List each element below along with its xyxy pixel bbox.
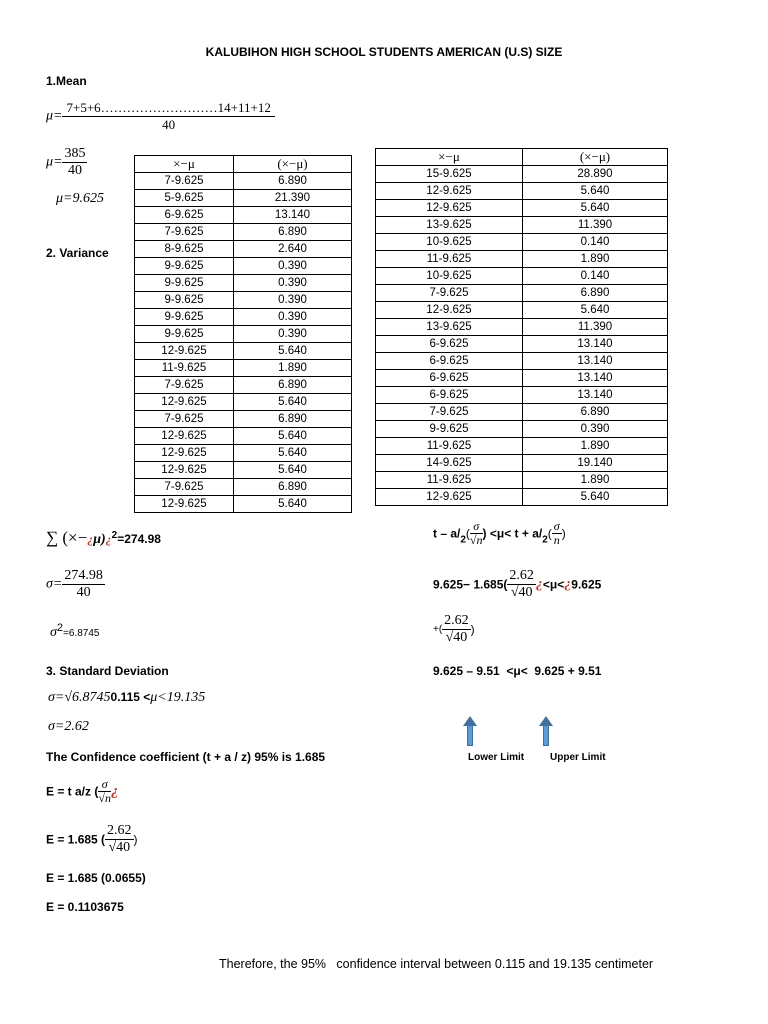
std-heading: 3. Standard Deviation <box>46 664 169 678</box>
ci-line4: 9.625 – 9.51 <μ< 9.625 + 9.51 <box>433 664 602 678</box>
std-interval-rest: μ<19.135 <box>150 690 206 705</box>
left-table-row <box>135 428 352 445</box>
mean-mu-eq-2: μ= <box>46 154 63 170</box>
upper-limit-label: Upper Limit <box>550 752 606 763</box>
ci-formula-sub: 2 <box>460 534 466 546</box>
e-sub-prefix: E = 1.685 ( <box>46 832 106 847</box>
right-table-cell-col1: 11-9.625 <box>376 438 523 455</box>
left-table-cell-col2: 5.640 <box>234 496 352 513</box>
left-table-row <box>135 275 352 292</box>
sigma-squared <box>50 622 99 641</box>
ci-line2-suffix: 9.625 <box>571 577 602 592</box>
left-table-row <box>135 479 352 496</box>
ci-formula-suffix: ) <box>561 526 566 541</box>
left-table-cell-col2: 0.390 <box>234 309 352 326</box>
left-table-cell-col2: 0.390 <box>234 275 352 292</box>
lower-limit-label: Lower Limit <box>468 752 525 763</box>
e-formula <box>46 778 118 805</box>
left-table-cell-col2: 6.890 <box>234 224 352 241</box>
deviation-table-right <box>375 148 668 506</box>
left-table-cell-col2: 5.640 <box>234 428 352 445</box>
right-header-col1: ×−μ <box>376 149 523 166</box>
left-table-cell-col2: 2.640 <box>234 241 352 258</box>
mean-heading: 1.Mean <box>46 74 87 88</box>
left-table-cell-col2: 5.640 <box>234 445 352 462</box>
left-table-cell-col1: 7-9.625 <box>135 479 234 496</box>
left-table-row <box>135 309 352 326</box>
left-table-row <box>135 343 352 360</box>
left-table-cell-col1: 5-9.625 <box>135 190 234 207</box>
right-table-cell-col1: 7-9.625 <box>376 404 523 421</box>
right-table-cell-col2: 6.890 <box>523 285 668 302</box>
right-table-cell-col2: 5.640 <box>523 302 668 319</box>
red-glyph-3: ¿ <box>110 783 119 799</box>
left-table-cell-col1: 9-9.625 <box>135 292 234 309</box>
left-table-cell-col2: 0.390 <box>234 292 352 309</box>
left-table-cell-col1: 12-9.625 <box>135 462 234 479</box>
left-header-col1: ×−μ <box>135 156 234 173</box>
right-table-cell-col1: 6-9.625 <box>376 370 523 387</box>
right-table-cell-col2: 5.640 <box>523 489 668 506</box>
left-table-cell-col2: 5.640 <box>234 394 352 411</box>
right-table-cell-col2: 1.890 <box>523 438 668 455</box>
ci-line3 <box>433 613 475 646</box>
sum-mid: μ) <box>93 532 106 547</box>
sigma2-label: σ <box>50 625 57 640</box>
left-table-row <box>135 258 352 275</box>
right-table-cell-col1: 11-9.625 <box>376 251 523 268</box>
right-table-row <box>376 302 668 319</box>
left-table-cell-col1: 6-9.625 <box>135 207 234 224</box>
right-table-row <box>376 421 668 438</box>
right-table-cell-col1: 6-9.625 <box>376 387 523 404</box>
sum-square: 2 <box>111 530 118 541</box>
left-table-cell-col2: 6.890 <box>234 411 352 428</box>
right-table-cell-col2: 0.390 <box>523 421 668 438</box>
red-glyph-4: ¿ <box>535 576 543 592</box>
right-table-cell-col2: 11.390 <box>523 217 668 234</box>
left-table-row <box>135 496 352 513</box>
right-table-row <box>376 472 668 489</box>
ci-line2 <box>433 568 601 601</box>
mean-fraction <box>46 146 87 179</box>
right-table-row <box>376 166 668 183</box>
e-formula-prefix: E = t a/z ( <box>46 784 99 799</box>
left-table-row <box>135 292 352 309</box>
right-table-row <box>376 387 668 404</box>
e-line3: E = 1.685 (0.0655) <box>46 871 146 885</box>
left-table-cell-col2: 5.640 <box>234 462 352 479</box>
std-sqrt: σ=√6.8745 <box>48 690 111 705</box>
sigma-den: 40 <box>76 585 91 600</box>
left-table-row <box>135 173 352 190</box>
right-table-row <box>376 234 668 251</box>
left-table-cell-col1: 7-9.625 <box>135 377 234 394</box>
e-formula-den: √n <box>98 791 111 805</box>
e-substitution <box>46 823 138 856</box>
left-table-cell-col1: 7-9.625 <box>135 173 234 190</box>
right-table-row <box>376 268 668 285</box>
right-table-cell-col1: 12-9.625 <box>376 200 523 217</box>
right-table-cell-col2: 13.140 <box>523 370 668 387</box>
right-table-cell-col2: 5.640 <box>523 200 668 217</box>
right-table-cell-col1: 6-9.625 <box>376 336 523 353</box>
right-table-cell-col2: 28.890 <box>523 166 668 183</box>
left-table-cell-col2: 21.390 <box>234 190 352 207</box>
std-sqrt-line <box>48 690 205 706</box>
sum-formula: ∑ (×− <box>46 528 88 547</box>
ci-formula-mid: ) <μ< t + a/ <box>482 526 543 541</box>
red-glyph-2: ¿ <box>105 532 112 546</box>
mean-result: μ=9.625 <box>56 191 104 206</box>
right-table-row <box>376 489 668 506</box>
right-table-cell-col1: 9-9.625 <box>376 421 523 438</box>
right-table-cell-col2: 1.890 <box>523 251 668 268</box>
right-table-row <box>376 200 668 217</box>
ci-line3-den: √40 <box>445 630 468 645</box>
left-table-cell-col1: 12-9.625 <box>135 428 234 445</box>
left-table-cell-col1: 12-9.625 <box>135 496 234 513</box>
left-table-cell-col1: 9-9.625 <box>135 326 234 343</box>
left-table-cell-col2: 13.140 <box>234 207 352 224</box>
mean-frac-num: 385 <box>64 146 86 161</box>
left-table-cell-col1: 9-9.625 <box>135 275 234 292</box>
right-table-row <box>376 438 668 455</box>
sigma2-exp: 2 <box>56 622 64 634</box>
right-table-cell-col2: 13.140 <box>523 387 668 404</box>
ci-line3-suffix: ) <box>470 622 475 637</box>
right-table-cell-col1: 13-9.625 <box>376 319 523 336</box>
ci-formula: t – $a/_2$( $\frac{\sigma}{√n}$ ) $<\mu< t + a/_2$( $\frac{\sigma}{n}$ ) <box>433 519 566 547</box>
right-table-cell-col1: 11-9.625 <box>376 472 523 489</box>
right-table-row <box>376 404 668 421</box>
right-table-cell-col2: 0.140 <box>523 268 668 285</box>
left-table-cell-col2: 0.390 <box>234 258 352 275</box>
left-table-cell-col1: 12-9.625 <box>135 343 234 360</box>
right-table-row <box>376 285 668 302</box>
right-table-cell-col2: 13.140 <box>523 353 668 370</box>
mean-sum-denominator: 40 <box>162 117 176 132</box>
ci-line2-mid: <μ< <box>542 577 565 592</box>
std-sigma-result: σ=2.62 <box>48 719 89 734</box>
ci-formula-den2: n <box>553 533 560 547</box>
confidence-coefficient: The Confidence coefficient (t + a / z) 95% is 1.685 <box>46 750 326 764</box>
right-table-row <box>376 183 668 200</box>
lower-limit-arrow-icon <box>465 716 475 746</box>
left-table-cell-col1: 9-9.625 <box>135 258 234 275</box>
sum-value: =274.98 <box>117 532 161 546</box>
std-interval-bold: 0.115 < <box>110 690 151 704</box>
right-table-row <box>376 370 668 387</box>
left-table-row <box>135 190 352 207</box>
right-table-cell-col1: 12-9.625 <box>376 302 523 319</box>
left-table-row <box>135 360 352 377</box>
e-sub-suffix: ) <box>133 832 138 847</box>
left-table-cell-col2: 1.890 <box>234 360 352 377</box>
red-glyph-1: ¿ <box>87 532 94 546</box>
left-table-cell-col2: 6.890 <box>234 479 352 496</box>
right-table-cell-col2: 13.140 <box>523 336 668 353</box>
right-table-cell-col2: 11.390 <box>523 319 668 336</box>
left-table-cell-col1: 7-9.625 <box>135 224 234 241</box>
e-formula-num: σ <box>98 778 111 792</box>
red-glyph-5: ¿ <box>564 576 572 592</box>
right-table-row <box>376 251 668 268</box>
ci-line2-prefix: 9.625− 1.685( <box>433 577 508 592</box>
sigma-eq: σ= <box>46 576 63 592</box>
left-table-cell-col1: 7-9.625 <box>135 411 234 428</box>
right-table-cell-col2: 6.890 <box>523 404 668 421</box>
left-table-row <box>135 224 352 241</box>
right-table-cell-col1: 7-9.625 <box>376 285 523 302</box>
left-table-cell-col1: 12-9.625 <box>135 394 234 411</box>
left-table-cell-col1: 8-9.625 <box>135 241 234 258</box>
ci-line3-prefix: +( <box>433 624 443 635</box>
left-table-cell-col2: 5.640 <box>234 343 352 360</box>
right-table-cell-col2: 1.890 <box>523 472 668 489</box>
ci-line2-den: √40 <box>510 585 533 600</box>
right-table-cell-col1: 12-9.625 <box>376 183 523 200</box>
mean-sum-formula <box>46 100 275 133</box>
right-table-cell-col1: 10-9.625 <box>376 234 523 251</box>
right-header-col2: (×−μ) <box>523 149 668 166</box>
left-table-row <box>135 445 352 462</box>
left-table-cell-col2: 6.890 <box>234 173 352 190</box>
e-sub-den: √40 <box>108 840 131 855</box>
left-table-cell-col2: 0.390 <box>234 326 352 343</box>
left-table-cell-col1: 12-9.625 <box>135 445 234 462</box>
right-table-cell-col1: 13-9.625 <box>376 217 523 234</box>
sigma2-value: =6.8745 <box>63 628 100 639</box>
e-line4: E = 0.1103675 <box>46 900 124 914</box>
upper-limit-arrow-icon <box>541 716 551 746</box>
left-table-row <box>135 462 352 479</box>
left-table-row <box>135 207 352 224</box>
mean-sum-numerator: 7+5+6………………………14+11+12 <box>62 100 274 117</box>
right-table-row <box>376 319 668 336</box>
ci-line3-num: 2.62 <box>444 613 469 628</box>
left-table-row <box>135 241 352 258</box>
left-table-cell-col1: 9-9.625 <box>135 309 234 326</box>
left-table-cell-col1: 11-9.625 <box>135 360 234 377</box>
left-table-row <box>135 411 352 428</box>
right-table-row <box>376 336 668 353</box>
left-table-row <box>135 377 352 394</box>
right-table-row <box>376 353 668 370</box>
right-table-cell-col2: 0.140 <box>523 234 668 251</box>
ci-formula-num2: σ <box>553 519 560 533</box>
ci-formula-prefix: t – a/ <box>433 526 461 541</box>
left-table-cell-col2: 6.890 <box>234 377 352 394</box>
variance-heading: 2. Variance <box>46 246 109 260</box>
right-table-cell-col1: 15-9.625 <box>376 166 523 183</box>
ci-formula-num: σ <box>470 520 483 534</box>
deviation-table-left <box>134 155 352 513</box>
sum-squares-line <box>46 528 161 548</box>
right-table-cell-col1: 6-9.625 <box>376 353 523 370</box>
ci-formula-sub2: 2 <box>542 534 548 546</box>
sigma-fraction <box>46 568 105 601</box>
right-table-cell-col1: 12-9.625 <box>376 489 523 506</box>
e-sub-num: 2.62 <box>107 823 132 838</box>
mean-mu-eq: μ= <box>46 108 63 124</box>
left-table-row <box>135 326 352 343</box>
conclusion-text: Therefore, the 95% confidence interval between 0.115 and 19.135 centimeter <box>219 957 654 971</box>
right-table-row <box>376 217 668 234</box>
left-table-row <box>135 394 352 411</box>
page-title: KALUBIHON HIGH SCHOOL STUDENTS AMERICAN (U.S) SIZE <box>205 45 563 59</box>
right-table-cell-col1: 10-9.625 <box>376 268 523 285</box>
right-table-cell-col2: 19.140 <box>523 455 668 472</box>
right-table-cell-col2: 5.640 <box>523 183 668 200</box>
right-table-cell-col1: 14-9.625 <box>376 455 523 472</box>
left-header-col2: (×−μ) <box>234 156 352 173</box>
sigma-num: 274.98 <box>64 568 103 583</box>
right-table-row <box>376 455 668 472</box>
ci-formula-den: √n <box>469 533 483 547</box>
mean-frac-den: 40 <box>67 163 82 178</box>
ci-line2-num: 2.62 <box>509 568 534 583</box>
